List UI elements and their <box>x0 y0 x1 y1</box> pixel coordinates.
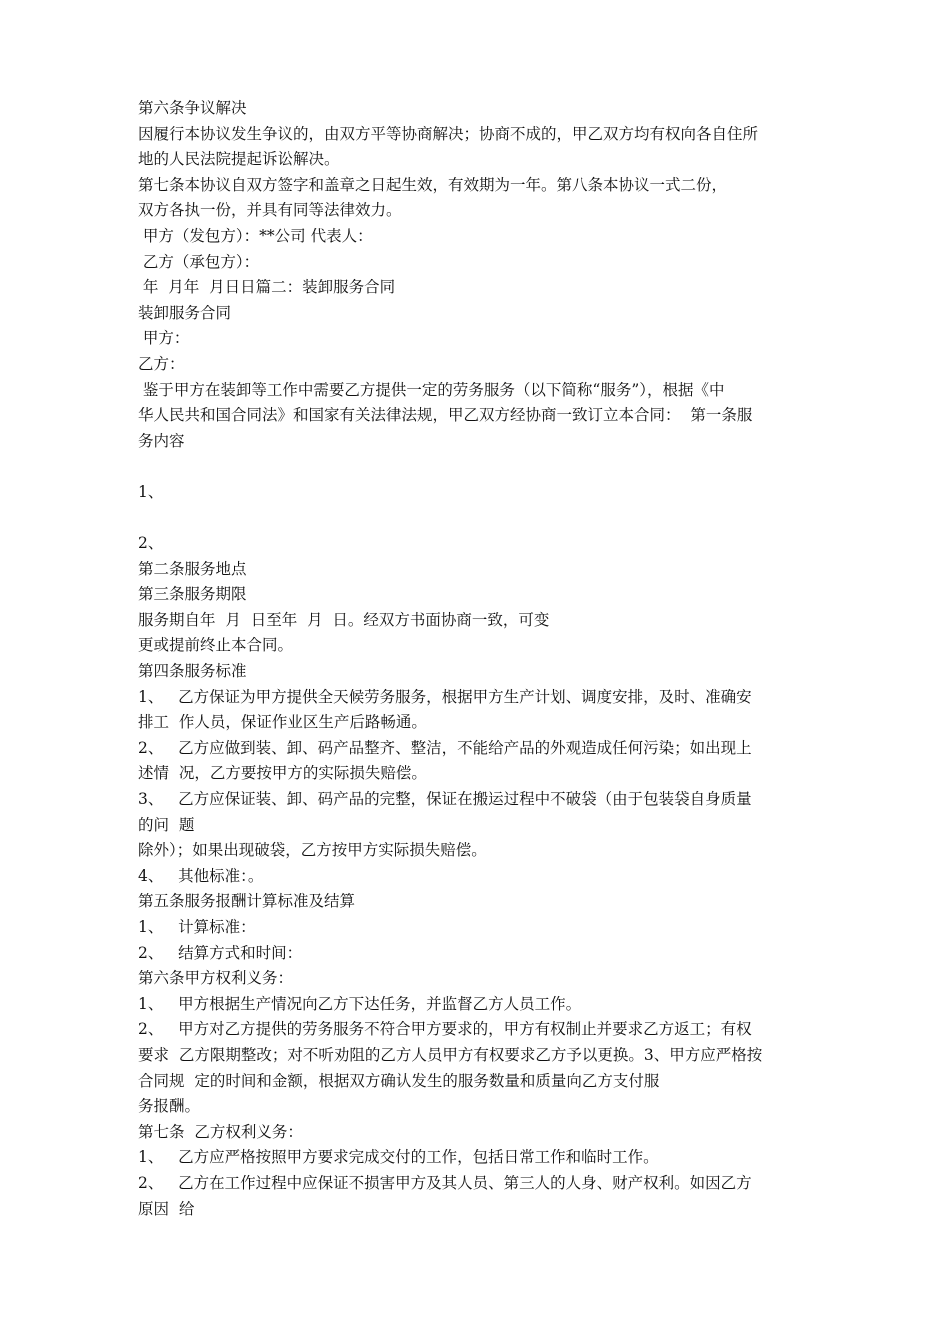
text-line: 2、 结算方式和时间： <box>138 943 303 962</box>
text-line: 1、 乙方应严格按照甲方要求完成交付的工作，包括日常工作和临时工作。 <box>138 1148 659 1167</box>
text-line: 务内容 <box>138 431 185 450</box>
text-line: 1、 甲方根据生产情况向乙方下达任务，并监督乙方人员工作。 <box>138 994 582 1013</box>
text-line: 1、 计算标准： <box>138 918 256 936</box>
text-line: 华人民共和国合同法》和国家有关法律法规，甲乙双方经协商一致订立本合同： 第一条服 <box>138 406 753 425</box>
document-page <box>138 96 818 1222</box>
text-line: 第三条服务期限 <box>138 585 247 604</box>
text-line: 年 月年 月日日篇二：装卸服务合同 <box>138 278 396 297</box>
text-line: 甲方（发包方）：**公司 代表人： <box>138 226 373 245</box>
text-line: 第二条服务地点 <box>138 559 247 578</box>
text-line: 务报酬。 <box>138 1097 201 1116</box>
text-line: 2、 甲方对乙方提供的劳务服务不符合甲方要求的，甲方有权制止并要求乙方返工；有权 <box>138 1020 752 1039</box>
text-line: 原因 给 <box>138 1199 195 1218</box>
text-line: 第六条争议解决 <box>138 99 247 117</box>
blank-line <box>138 506 818 532</box>
text-line: 第七条 乙方权利义务： <box>138 1122 303 1141</box>
text-line: 排工 作人员，保证作业区生产后路畅通。 <box>138 713 427 732</box>
text-line: 因履行本协议发生争议的，由双方平等协商解决；协商不成的，甲乙双方均有权向各自住所 <box>138 124 759 143</box>
text-line: 除外）；如果出现破袋，乙方按甲方实际损失赔偿。 <box>138 841 487 860</box>
text-line: 甲方： <box>138 329 190 348</box>
text-line: 1、 <box>138 482 164 501</box>
text-line: 装卸服务合同 <box>138 303 232 322</box>
text-line: 4、 其他标准：。 <box>138 866 264 885</box>
text-line: 乙方： <box>138 354 185 373</box>
text-line: 乙方（承包方）： <box>138 252 260 271</box>
text-line: 的问 题 <box>138 815 195 834</box>
text-line: 第四条服务标准 <box>138 662 247 681</box>
text-line: 更或提前终止本合同。 <box>138 636 294 655</box>
text-line: 第六条甲方权利义务： <box>138 969 294 988</box>
text-line: 服务期自年 月 日至年 月 日。经双方书面协商一致，可变 <box>138 610 550 629</box>
text-line: 2、 <box>138 534 164 553</box>
blank-line <box>138 454 818 480</box>
text-line: 鉴于甲方在装卸等工作中需要乙方提供一定的劳务服务（以下简称“服务”），根据《中 <box>138 380 725 399</box>
text-line: 1、 乙方保证为甲方提供全天候劳务服务，根据甲方生产计划、调度安排，及时、准确安 <box>138 687 752 706</box>
text-line: 第七条本协议自双方签字和盖章之日起生效，有效期为一年。第八条本协议一式二份， <box>138 175 728 194</box>
text-line: 3、 乙方应保证装、卸、码产品的完整，保证在搬运过程中不破袋（由于包装袋自身质量 <box>138 790 752 809</box>
text-line: 2、 乙方在工作过程中应保证不损害甲方及其人员、第三人的人身、财产权利。如因乙方 <box>138 1173 752 1192</box>
text-line: 合同规 定的时间和金额，根据双方确认发生的服务数量和质量向乙方支付服 <box>138 1071 660 1090</box>
text-line: 要求 乙方限期整改；对不听劝阻的乙方人员甲方有权要求乙方予以更换。3、甲方应严格按 <box>138 1045 763 1064</box>
text-line: 2、 乙方应做到装、卸、码产品整齐、整洁，不能给产品的外观造成任何污染；如出现上 <box>138 738 752 757</box>
text-line: 第五条服务报酬计算标准及结算 <box>138 892 356 911</box>
text-line: 述情 况，乙方要按甲方的实际损失赔偿。 <box>138 764 427 783</box>
text-line: 地的人民法院提起诉讼解决。 <box>138 150 340 169</box>
text-line: 双方各执一份，并具有同等法律效力。 <box>138 201 402 220</box>
